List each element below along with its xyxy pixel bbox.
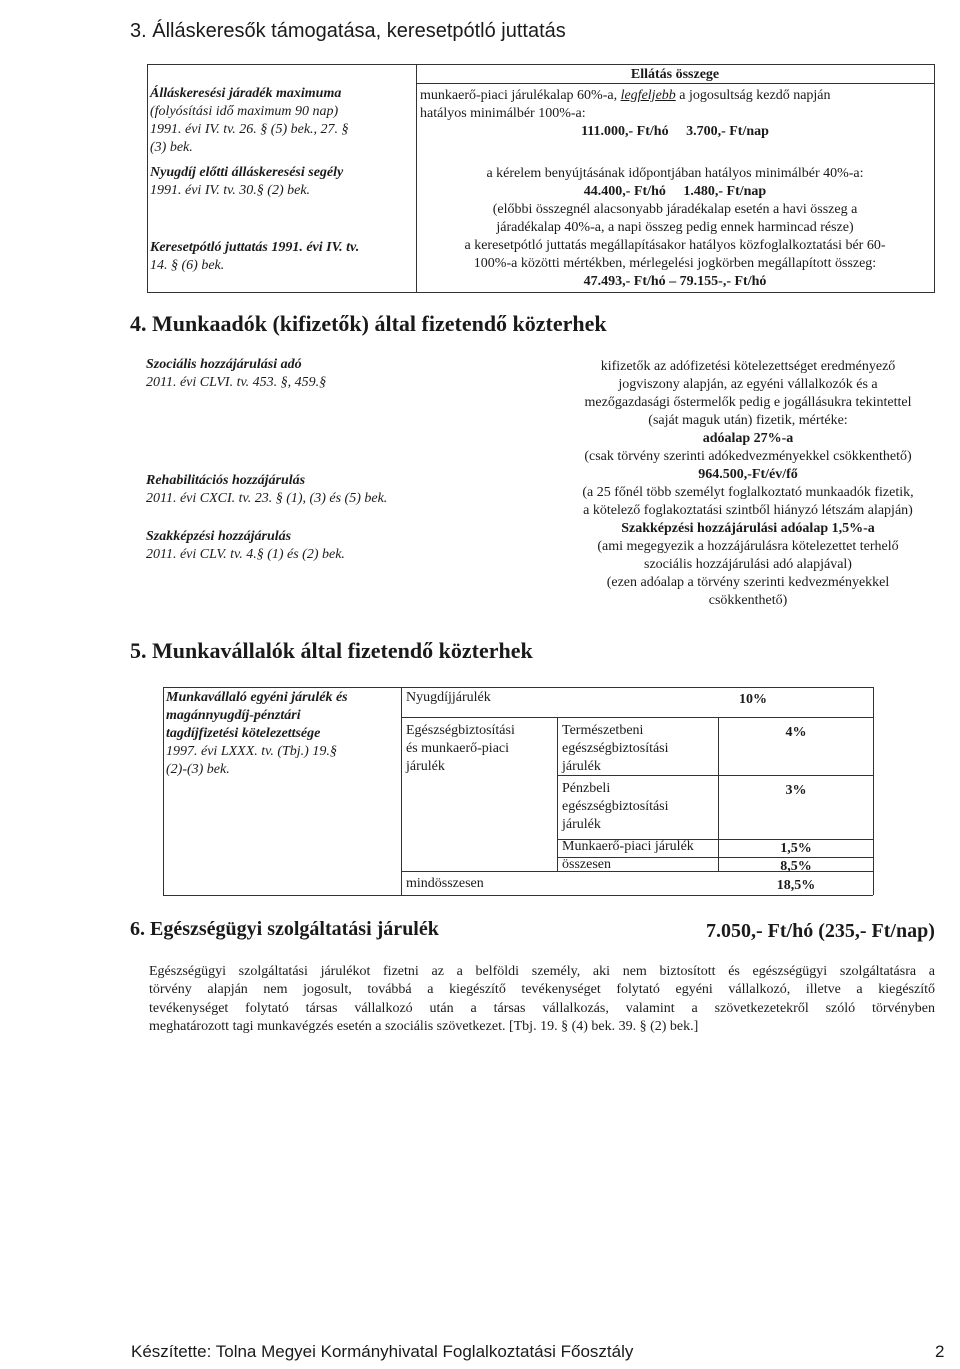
employer-right-column <box>538 358 958 610</box>
section-5-heading: 5. Munkavállalók által fizetendő közterhek <box>130 638 533 663</box>
employee-table <box>163 687 873 895</box>
szakkepzesi-value: Szakképzési hozzájárulási adóalap 1,5%-a (ami megegyezik a hozzájárulásra kötelezettet terhelő szociális hozzájárulási adó alapjával) (ezen adóalap a törvény szerinti kedvezményekkel csökkenthető) <box>597 521 899 608</box>
section-6-heading: 6. Egészségügyi szolgáltatási járulék <box>130 918 439 940</box>
szocho-label: Szociális hozzájárulási adó 2011. évi CLVI. tv. 453. §, 459.§ <box>146 357 327 390</box>
subtotal-rate: 8,5% <box>780 859 812 874</box>
health-labor-label: Egészségbiztosítási és munkaerő-piaci járulék <box>406 723 515 774</box>
section-6-amount: 7.050,- Ft/hó (235,- Ft/nap) <box>706 920 935 942</box>
section-4-heading: 4. Munkaadók (kifizetők) által fizetendő közterhek <box>130 311 607 336</box>
section-6-paragraph: Egészségügyi szolgáltatási járulékot fizetni az a belföldi személy, aki nem biztosított és egészségügyi szolgáltatásra a törvény alapján nem jogosult, továbbá a kiegészítő tevékenységet folytató egyéni vállalkozó, illetve a kiegészítő tevékenységet folytató társas vállalkozó után a társas vállalkozás, valamint a szövetkezetekről szóló törvényben meghatározott tagi munkavégzés esetén a szociális szövetkezet. [Tbj. 19. § (4) bek. 39. § (2) bek.] <box>149 964 935 1034</box>
page-number: 2 <box>935 1342 945 1361</box>
column-header: Ellátás összege <box>630 67 720 82</box>
employee-obligation-label: Munkavállaló egyéni járulék és magánnyugdíj-pénztári tagdíjfizetési kötelezettsége 1997. évi LXXX. tv. (Tbj.) 19.§ (2)-(3) bek. <box>166 690 348 777</box>
pension-label: Nyugdíjjárulék <box>406 690 491 705</box>
pension-rate: 10% <box>739 692 767 707</box>
cash-label: Pénzbeli egészségbiztosítási járulék <box>562 781 669 832</box>
szocho-value: kifizetők az adófizetési kötelezettséget eredményező jogviszony alapján, az egyéni vállalkozók és a mezőgazdasági őstermelők pedig e jogállásukra tekintettel (saját maguk után) fizetik, mértéke: adóalap 27%-a (csak törvény szerinti adókedvezményekkel csökkenthető) <box>584 359 912 464</box>
allowance-table <box>147 64 935 293</box>
in-kind-rate: 4% <box>785 725 807 740</box>
row-jaradek-label: Álláskeresési járadék maximuma (folyósítási idő maximum 90 nap) 1991. évi IV. tv. 26. § (5) bek., 27. § (3) bek. <box>150 86 349 155</box>
grand-total-rate: 18,5% <box>776 878 816 893</box>
labor-market-rate: 1,5% <box>780 841 812 856</box>
rehab-value: 964.500,-Ft/év/fő (a 25 főnél több személyt foglalkoztató munkaadók fizetik, a kötelező foglakoztatási szintből hiányzó létszám alapján) <box>582 467 914 518</box>
row-jaradek-value: munkaerő-piaci járulékalap 60%-a, legfeljebb a jogosultság kezdő napján hatályos minimálbér 100%-a: 111.000,- Ft/hó 3.700,- Ft/nap <box>420 88 831 139</box>
subtotal-label: összesen <box>562 857 611 872</box>
rehab-label: Rehabilitációs hozzájárulás 2011. évi CXCI. tv. 23. § (1), (3) és (5) bek. <box>146 473 388 506</box>
szakkepzesi-label: Szakképzési hozzájárulás 2011. évi CLV. tv. 4.§ (1) és (2) bek. <box>146 529 345 562</box>
labor-market-label: Munkaerő-piaci járulék <box>562 839 694 854</box>
section-3-heading: 3. Álláskeresők támogatása, keresetpótló juttatás <box>130 20 566 42</box>
row-segely-label: Nyugdíj előtti álláskeresési segély 1991. évi IV. tv. 30.§ (2) bek. <box>150 165 344 198</box>
cash-rate: 3% <box>785 783 807 798</box>
footer-text: Készítette: Tolna Megyei Kormányhivatal Foglalkoztatási Főosztály <box>131 1342 634 1361</box>
in-kind-label: Természetbeni egészségbiztosítási járulék <box>562 723 669 774</box>
grand-total-label: mindösszesen <box>406 876 484 891</box>
row-segely-value: a kérelem benyújtásának időpontjában hatályos minimálbér 40%-a: 44.400,- Ft/hó 1.480,- Ft/nap (előbbi összegnél alacsonyabb járadékalap esetén a havi összeg a járadékalap 40%-a, a napi összeg pedig ennek harmincad része) <box>486 166 864 235</box>
row-keresetpotlo-value: a keresetpótló juttatás megállapításakor hatályos közfoglalkoztatási bér 60- 100%-a közötti mértékben, mérlegelési jogkörben megállapított összeg: 47.493,- Ft/hó – 79.155-,- Ft/hó <box>464 238 886 289</box>
row-keresetpotlo-label: Keresetpótló juttatás 1991. évi IV. tv. 14. § (6) bek. <box>150 240 360 273</box>
